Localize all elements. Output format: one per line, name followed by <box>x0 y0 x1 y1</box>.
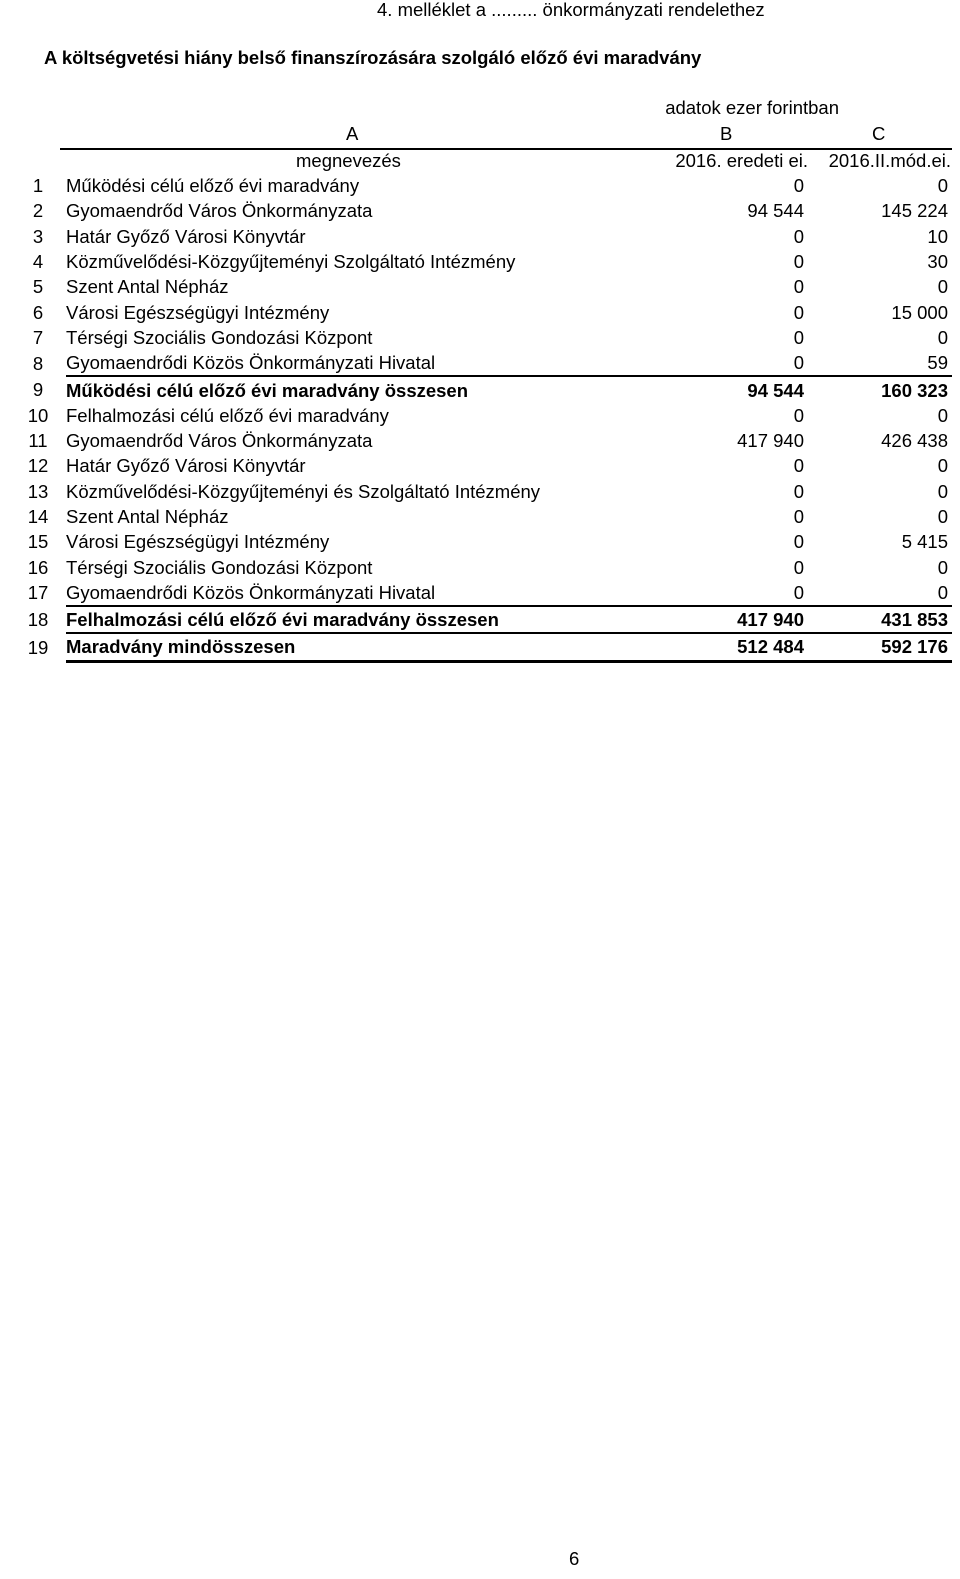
row-modified-value: 0 <box>937 455 948 477</box>
row-name: Gyomaendrőd Város Önkormányzata <box>66 430 373 452</box>
row-original-value: 0 <box>793 506 804 527</box>
row-original-value: 0 <box>793 480 804 502</box>
row-name: Térségi Szociális Gondozási Központ <box>66 326 373 348</box>
row-number: 8 <box>32 352 44 374</box>
annex-reference: 4. melléklet a ......... önkormányzati rendelethez <box>377 0 765 20</box>
row-modified-value: 15 000 <box>891 301 948 323</box>
table-row <box>16 249 952 274</box>
row-modified-value: 160 323 <box>808 376 952 402</box>
row-number: 6 <box>32 301 44 323</box>
row-name: Szent Antal Népház <box>66 276 229 298</box>
row-modified-value: 426 438 <box>881 430 948 452</box>
row-number: 7 <box>32 326 44 348</box>
row-name: Határ Győző Városi Könyvtár <box>66 455 306 477</box>
row-original-value: 0 <box>793 276 804 298</box>
row-original-value: 0 <box>793 404 804 426</box>
row-name: Gyomaendrődi Közös Önkormányzati Hivatal <box>66 352 436 374</box>
column-letter-a: A <box>346 123 359 144</box>
row-original-value: 0 <box>793 225 804 247</box>
row-number: 12 <box>27 455 49 477</box>
table-row <box>16 606 952 633</box>
table-row <box>16 173 952 198</box>
table-row <box>16 376 952 402</box>
row-modified-value: 59 <box>927 352 948 374</box>
row-number: 15 <box>27 531 49 553</box>
row-name: Közművelődési-Közgyűjteményi Szolgáltató Intézmény <box>66 251 516 273</box>
residual-table <box>16 173 952 663</box>
row-name: Felhalmozási célú előző évi maradvány összesen <box>66 606 644 633</box>
row-name: Működési célú előző évi maradvány összesen <box>66 376 644 402</box>
row-modified-value: 0 <box>937 404 948 426</box>
row-original-value: 417 940 <box>644 606 808 633</box>
row-original-value: 0 <box>793 326 804 348</box>
row-modified-value: 0 <box>937 175 948 197</box>
row-number: 2 <box>32 200 44 222</box>
row-number: 10 <box>27 404 49 426</box>
unit-note: adatok ezer forintban <box>665 97 839 118</box>
row-original-value: 0 <box>793 251 804 273</box>
row-modified-value: 592 176 <box>808 633 952 661</box>
row-name: Működési célú előző évi maradvány <box>66 175 360 197</box>
row-modified-value: 0 <box>937 581 948 603</box>
row-original-value: 94 544 <box>644 376 808 402</box>
table-row <box>16 198 952 223</box>
row-number: 16 <box>27 556 49 578</box>
row-original-value: 94 544 <box>747 200 804 222</box>
row-number: 1 <box>32 175 44 197</box>
row-modified-value: 431 853 <box>808 606 952 633</box>
table-row <box>16 453 952 478</box>
row-modified-value: 0 <box>937 326 948 348</box>
row-number: 11 <box>28 430 48 452</box>
row-number: 17 <box>27 582 49 604</box>
row-number: 3 <box>32 225 44 247</box>
row-modified-value: 0 <box>937 556 948 578</box>
row-modified-value: 30 <box>927 251 948 273</box>
column-header-original: 2016. eredeti ei. <box>675 150 808 171</box>
row-name: Városi Egészségügyi Intézmény <box>66 531 330 553</box>
table-row <box>16 274 952 299</box>
row-original-value: 0 <box>793 556 804 578</box>
row-number: 13 <box>27 480 49 502</box>
row-original-value: 512 484 <box>644 633 808 661</box>
row-number: 14 <box>27 506 49 527</box>
row-original-value: 417 940 <box>737 430 804 452</box>
document-title: A költségvetési hiány belső finanszírozására szolgáló előző évi maradvány <box>44 47 702 68</box>
table-row <box>16 299 952 324</box>
table-row <box>16 224 952 249</box>
row-number: 9 <box>32 379 44 401</box>
row-modified-value: 0 <box>937 276 948 298</box>
row-name: Városi Egészségügyi Intézmény <box>66 301 330 323</box>
row-original-value: 0 <box>793 301 804 323</box>
table-row <box>16 479 952 504</box>
row-name: Közművelődési-Közgyűjteményi és Szolgáltató Intézmény <box>66 480 541 502</box>
column-header-modified: 2016.II.mód.ei. <box>828 150 951 171</box>
page-number: 6 <box>569 1548 580 1569</box>
table-row <box>16 350 952 376</box>
column-letter-b: B <box>720 123 733 144</box>
row-modified-value: 0 <box>937 480 948 502</box>
column-letter-c: C <box>872 123 886 144</box>
row-modified-value: 145 224 <box>881 200 948 222</box>
row-name: Gyomaendrődi Közös Önkormányzati Hivatal <box>66 581 436 603</box>
column-header-name: megnevezés <box>296 150 401 171</box>
row-number: 5 <box>32 276 44 298</box>
row-name: Maradvány mindösszesen <box>66 633 644 661</box>
table-body <box>16 173 952 661</box>
row-original-value: 0 <box>793 175 804 197</box>
table-row <box>16 325 952 350</box>
table-row <box>16 504 952 529</box>
row-number: 19 <box>27 636 49 658</box>
row-modified-value: 5 415 <box>901 531 948 553</box>
row-number: 4 <box>32 251 44 273</box>
row-name: Térségi Szociális Gondozási Központ <box>66 556 373 578</box>
row-original-value: 0 <box>793 455 804 477</box>
row-name: Gyomaendrőd Város Önkormányzata <box>66 200 373 222</box>
row-number: 18 <box>27 609 49 631</box>
row-original-value: 0 <box>793 531 804 553</box>
table-row <box>16 403 952 428</box>
table-row <box>16 554 952 579</box>
table-row <box>16 633 952 661</box>
row-original-value: 0 <box>793 352 804 374</box>
row-modified-value: 0 <box>937 506 948 527</box>
row-name: Határ Győző Városi Könyvtár <box>66 225 306 247</box>
table-row <box>16 428 952 453</box>
column-header-row <box>60 148 952 176</box>
row-name: Szent Antal Népház <box>66 506 229 527</box>
table-row <box>16 580 952 606</box>
row-original-value: 0 <box>793 581 804 603</box>
row-modified-value: 10 <box>927 225 948 247</box>
table-row <box>16 529 952 554</box>
row-name: Felhalmozási célú előző évi maradvány <box>66 404 389 426</box>
